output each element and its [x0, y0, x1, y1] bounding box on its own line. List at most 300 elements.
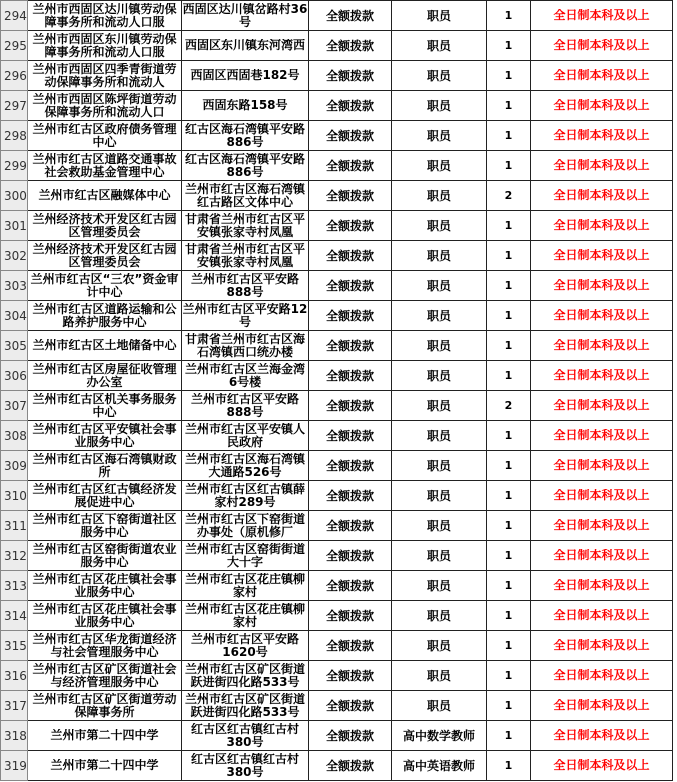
unit-name-cell-text: 兰州市红古区道路运输和公路养护服务中心 [32, 302, 177, 329]
table-row[interactable] [1, 721, 673, 751]
headcount-cell[interactable] [487, 211, 531, 241]
position-cell[interactable] [392, 361, 487, 391]
funding-type-cell[interactable] [309, 691, 392, 721]
headcount-cell-text: 1 [504, 489, 513, 502]
row-number-cell[interactable] [1, 91, 28, 121]
address-cell-text: 兰州市红古区花庄镇柳家村 [184, 602, 305, 629]
address-cell-text: 红古区海石湾镇平安路886号 [184, 152, 305, 179]
position-cell[interactable] [392, 61, 487, 91]
address-cell[interactable] [182, 451, 309, 481]
education-requirement-cell-text: 全日制本科及以上 [553, 189, 650, 202]
position-cell[interactable] [392, 691, 487, 721]
headcount-cell-text: 1 [504, 579, 513, 592]
unit-name-cell[interactable] [28, 391, 182, 421]
row-number-cell-text: 302 [4, 248, 27, 263]
unit-name-cell[interactable] [28, 181, 182, 211]
position-cell[interactable] [392, 91, 487, 121]
education-requirement-cell-text: 全日制本科及以上 [553, 69, 650, 82]
row-number-cell-text: 312 [4, 548, 27, 563]
table-row[interactable] [1, 91, 673, 121]
headcount-cell-text: 1 [504, 669, 513, 682]
address-cell[interactable] [182, 271, 309, 301]
position-cell-text: 职员 [426, 309, 451, 323]
position-cell-text: 职员 [426, 489, 451, 503]
position-cell[interactable] [392, 661, 487, 691]
position-cell[interactable] [392, 481, 487, 511]
address-cell[interactable] [182, 31, 309, 61]
education-requirement-cell[interactable] [531, 181, 673, 211]
unit-name-cell[interactable] [28, 241, 182, 271]
unit-name-cell-text: 兰州市红古区花庄镇社会事业服务中心 [32, 602, 177, 629]
row-number-cell[interactable] [1, 271, 28, 301]
position-cell-text: 职员 [426, 129, 451, 143]
unit-name-cell-text: 兰州市红古区政府债务管理中心 [32, 122, 177, 149]
education-requirement-cell-text: 全日制本科及以上 [553, 39, 650, 52]
headcount-cell-text: 1 [504, 639, 513, 652]
address-cell[interactable] [182, 331, 309, 361]
table-row[interactable] [1, 211, 673, 241]
table-row[interactable] [1, 661, 673, 691]
funding-type-cell-text: 全额拨款 [325, 9, 374, 23]
education-requirement-cell[interactable] [531, 481, 673, 511]
funding-type-cell[interactable] [309, 61, 392, 91]
headcount-cell-text: 1 [504, 69, 513, 82]
address-cell[interactable] [182, 601, 309, 631]
education-requirement-cell[interactable] [531, 751, 673, 781]
address-cell[interactable] [182, 391, 309, 421]
row-number-cell[interactable] [1, 211, 28, 241]
address-cell[interactable] [182, 61, 309, 91]
unit-name-cell-text: 兰州市红古区机关事务服务中心 [32, 392, 177, 419]
funding-type-cell-text: 全额拨款 [325, 39, 374, 53]
unit-name-cell[interactable] [28, 151, 182, 181]
address-cell[interactable] [182, 631, 309, 661]
headcount-cell-text: 1 [504, 279, 513, 292]
funding-type-cell[interactable] [309, 751, 392, 781]
address-cell[interactable] [182, 751, 309, 781]
row-number-cell-text: 294 [4, 8, 27, 23]
unit-name-cell-text: 兰州市西固区东川镇劳动保障事务所和流动人口服 [32, 32, 177, 59]
funding-type-cell[interactable] [309, 121, 392, 151]
row-number-cell[interactable] [1, 31, 28, 61]
headcount-cell[interactable] [487, 691, 531, 721]
education-requirement-cell-text: 全日制本科及以上 [553, 369, 650, 382]
headcount-cell[interactable] [487, 271, 531, 301]
funding-type-cell[interactable] [309, 631, 392, 661]
education-requirement-cell-text: 全日制本科及以上 [553, 459, 650, 472]
row-number-cell[interactable] [1, 301, 28, 331]
headcount-cell-text: 1 [504, 459, 513, 472]
table-row[interactable] [1, 181, 673, 211]
education-requirement-cell-text: 全日制本科及以上 [553, 579, 650, 592]
table-row[interactable] [1, 271, 673, 301]
position-cell[interactable] [392, 211, 487, 241]
table-row[interactable] [1, 691, 673, 721]
row-number-cell[interactable] [1, 571, 28, 601]
table-row[interactable] [1, 391, 673, 421]
address-cell[interactable] [182, 541, 309, 571]
address-cell[interactable] [182, 91, 309, 121]
row-number-cell-text: 300 [4, 188, 27, 203]
funding-type-cell-text: 全额拨款 [325, 609, 374, 623]
address-cell[interactable] [182, 511, 309, 541]
headcount-cell[interactable] [487, 61, 531, 91]
row-number-cell-text: 295 [4, 38, 27, 53]
address-cell[interactable] [182, 1, 309, 31]
headcount-cell-text: 1 [504, 339, 513, 352]
row-number-cell-text: 303 [4, 278, 27, 293]
unit-name-cell-text: 兰州市红古区融媒体中心 [38, 189, 171, 202]
unit-name-cell[interactable] [28, 361, 182, 391]
funding-type-cell[interactable] [309, 571, 392, 601]
education-requirement-cell-text: 全日制本科及以上 [553, 489, 650, 502]
education-requirement-cell[interactable] [531, 151, 673, 181]
education-requirement-cell[interactable] [531, 301, 673, 331]
education-requirement-cell[interactable] [531, 691, 673, 721]
unit-name-cell[interactable] [28, 481, 182, 511]
row-number-cell[interactable] [1, 361, 28, 391]
table-row[interactable] [1, 331, 673, 361]
position-cell-text: 职员 [426, 249, 451, 263]
table-row[interactable] [1, 31, 673, 61]
table-row[interactable] [1, 421, 673, 451]
row-number-cell[interactable] [1, 241, 28, 271]
address-cell[interactable] [182, 571, 309, 601]
headcount-cell[interactable] [487, 541, 531, 571]
table-row[interactable] [1, 511, 673, 541]
funding-type-cell[interactable] [309, 211, 392, 241]
table-row[interactable] [1, 601, 673, 631]
education-requirement-cell[interactable] [531, 91, 673, 121]
funding-type-cell[interactable] [309, 391, 392, 421]
address-cell-text: 兰州市红古区矿区街道跃进街四化路533号 [184, 662, 305, 689]
education-requirement-cell-text: 全日制本科及以上 [553, 129, 650, 142]
position-cell-text: 职员 [426, 549, 451, 563]
education-requirement-cell-text: 全日制本科及以上 [553, 729, 650, 742]
row-number-cell[interactable] [1, 1, 28, 31]
unit-name-cell[interactable] [28, 211, 182, 241]
address-cell[interactable] [182, 481, 309, 511]
address-cell[interactable] [182, 301, 309, 331]
table-row[interactable] [1, 481, 673, 511]
position-cell-text: 职员 [426, 39, 451, 53]
headcount-cell[interactable] [487, 31, 531, 61]
education-requirement-cell[interactable] [531, 121, 673, 151]
funding-type-cell[interactable] [309, 481, 392, 511]
unit-name-cell[interactable] [28, 121, 182, 151]
row-number-cell-text: 305 [4, 338, 27, 353]
unit-name-cell-text: 兰州市红古区道路交通事故社会救助基金管理中心 [32, 152, 177, 179]
position-cell-text: 职员 [426, 159, 451, 173]
headcount-cell[interactable] [487, 601, 531, 631]
unit-name-cell-text: 兰州市红古区窑街街道农业服务中心 [32, 542, 177, 569]
education-requirement-cell[interactable] [531, 631, 673, 661]
funding-type-cell-text: 全额拨款 [325, 279, 374, 293]
unit-name-cell[interactable] [28, 1, 182, 31]
row-number-cell[interactable] [1, 661, 28, 691]
headcount-cell[interactable] [487, 751, 531, 781]
unit-name-cell[interactable] [28, 661, 182, 691]
position-cell[interactable] [392, 541, 487, 571]
funding-type-cell[interactable] [309, 271, 392, 301]
funding-type-cell[interactable] [309, 421, 392, 451]
address-cell[interactable] [182, 661, 309, 691]
education-requirement-cell[interactable] [531, 61, 673, 91]
position-cell[interactable] [392, 331, 487, 361]
funding-type-cell-text: 全额拨款 [325, 489, 374, 503]
funding-type-cell[interactable] [309, 181, 392, 211]
funding-type-cell-text: 全额拨款 [325, 699, 374, 713]
education-requirement-cell[interactable] [531, 241, 673, 271]
address-cell-text: 兰州市红古区平安路1620号 [190, 632, 299, 659]
address-cell-text: 红古区红古镇红古村380号 [190, 722, 299, 749]
funding-type-cell[interactable] [309, 601, 392, 631]
unit-name-cell[interactable] [28, 721, 182, 751]
funding-type-cell[interactable] [309, 661, 392, 691]
row-number-cell[interactable] [1, 541, 28, 571]
education-requirement-cell-text: 全日制本科及以上 [553, 669, 650, 682]
funding-type-cell-text: 全额拨款 [325, 399, 374, 413]
position-cell[interactable] [392, 31, 487, 61]
position-cell[interactable] [392, 631, 487, 661]
row-number-cell[interactable] [1, 451, 28, 481]
headcount-cell-text: 1 [504, 549, 513, 562]
row-number-cell[interactable] [1, 181, 28, 211]
table-row[interactable] [1, 151, 673, 181]
address-cell[interactable] [182, 721, 309, 751]
headcount-cell-text: 1 [504, 429, 513, 442]
unit-name-cell-text: 兰州市红古区房屋征收管理办公室 [32, 362, 177, 389]
row-number-cell[interactable] [1, 391, 28, 421]
row-number-cell[interactable] [1, 631, 28, 661]
headcount-cell[interactable] [487, 1, 531, 31]
education-requirement-cell[interactable] [531, 31, 673, 61]
unit-name-cell[interactable] [28, 631, 182, 661]
unit-name-cell-text: 兰州市红古区土地储备中心 [32, 339, 177, 352]
address-cell-text: 兰州市红古区红古镇薛家村289号 [184, 482, 305, 509]
education-requirement-cell[interactable] [531, 571, 673, 601]
unit-name-cell[interactable] [28, 301, 182, 331]
unit-name-cell[interactable] [28, 31, 182, 61]
table-row[interactable] [1, 121, 673, 151]
headcount-cell[interactable] [487, 661, 531, 691]
position-cell[interactable] [392, 391, 487, 421]
row-number-cell-text: 315 [4, 638, 27, 653]
education-requirement-cell-text: 全日制本科及以上 [553, 759, 650, 772]
funding-type-cell[interactable] [309, 361, 392, 391]
position-cell[interactable] [392, 571, 487, 601]
table-row[interactable] [1, 61, 673, 91]
headcount-cell[interactable] [487, 121, 531, 151]
headcount-cell-text: 1 [504, 609, 513, 622]
address-cell[interactable] [182, 181, 309, 211]
address-cell-text: 兰州市红古区平安镇人民政府 [184, 422, 305, 449]
funding-type-cell-text: 全额拨款 [325, 99, 374, 113]
headcount-cell[interactable] [487, 91, 531, 121]
funding-type-cell-text: 全额拨款 [325, 429, 374, 443]
address-cell[interactable] [182, 121, 309, 151]
education-requirement-cell[interactable] [531, 331, 673, 361]
row-number-cell[interactable] [1, 511, 28, 541]
unit-name-cell[interactable] [28, 271, 182, 301]
table-row[interactable] [1, 541, 673, 571]
table-row[interactable] [1, 451, 673, 481]
headcount-cell[interactable] [487, 361, 531, 391]
education-requirement-cell[interactable] [531, 451, 673, 481]
address-cell-text: 西固区西固巷182号 [190, 69, 300, 82]
position-cell[interactable] [392, 421, 487, 451]
row-number-cell-text: 314 [4, 608, 27, 623]
address-cell[interactable] [182, 421, 309, 451]
table-row[interactable] [1, 241, 673, 271]
headcount-cell[interactable] [487, 151, 531, 181]
position-cell-text: 职员 [426, 519, 451, 533]
row-number-cell-text: 311 [4, 518, 27, 533]
funding-type-cell[interactable] [309, 301, 392, 331]
table-row[interactable] [1, 751, 673, 781]
headcount-cell[interactable] [487, 391, 531, 421]
row-number-cell[interactable] [1, 751, 28, 781]
headcount-cell[interactable] [487, 721, 531, 751]
headcount-cell[interactable] [487, 571, 531, 601]
address-cell-text: 红古区红古镇红古村380号 [190, 752, 299, 779]
unit-name-cell-text: 兰州市西固区陈坪街道劳动保障事务所和流动人口 [32, 92, 177, 119]
unit-name-cell-text: 兰州市红古区平安镇社会事业服务中心 [32, 422, 177, 449]
education-requirement-cell[interactable] [531, 211, 673, 241]
unit-name-cell[interactable] [28, 571, 182, 601]
funding-type-cell[interactable] [309, 451, 392, 481]
address-cell[interactable] [182, 151, 309, 181]
position-cell[interactable] [392, 511, 487, 541]
unit-name-cell[interactable] [28, 91, 182, 121]
position-cell-text: 高中英语教师 [402, 759, 475, 773]
row-number-cell[interactable] [1, 691, 28, 721]
unit-name-cell[interactable] [28, 691, 182, 721]
address-cell-text: 甘肃省兰州市红古区平安镇张家寺村凤凰 [184, 212, 305, 239]
position-cell[interactable] [392, 271, 487, 301]
funding-type-cell[interactable] [309, 541, 392, 571]
education-requirement-cell[interactable] [531, 721, 673, 751]
education-requirement-cell[interactable] [531, 421, 673, 451]
headcount-cell[interactable] [487, 631, 531, 661]
headcount-cell[interactable] [487, 181, 531, 211]
funding-type-cell-text: 全额拨款 [325, 339, 374, 353]
education-requirement-cell-text: 全日制本科及以上 [553, 279, 650, 292]
position-cell[interactable] [392, 301, 487, 331]
row-number-cell[interactable] [1, 151, 28, 181]
row-number-cell-text: 306 [4, 368, 27, 383]
table-row[interactable] [1, 301, 673, 331]
education-requirement-cell-text: 全日制本科及以上 [553, 219, 650, 232]
address-cell-text: 兰州市红古区海石湾镇红古路区文体中心 [184, 182, 305, 209]
position-cell[interactable] [392, 241, 487, 271]
address-cell[interactable] [182, 241, 309, 271]
funding-type-cell[interactable] [309, 241, 392, 271]
funding-type-cell[interactable] [309, 151, 392, 181]
headcount-cell[interactable] [487, 451, 531, 481]
funding-type-cell[interactable] [309, 511, 392, 541]
unit-name-cell[interactable] [28, 511, 182, 541]
position-cell[interactable] [392, 451, 487, 481]
education-requirement-cell[interactable] [531, 361, 673, 391]
unit-name-cell[interactable] [28, 421, 182, 451]
unit-name-cell[interactable] [28, 451, 182, 481]
education-requirement-cell[interactable] [531, 511, 673, 541]
unit-name-cell[interactable] [28, 541, 182, 571]
address-cell-text: 甘肃省兰州市红古区海石湾镇西口统办楼 [184, 332, 305, 359]
headcount-cell[interactable] [487, 511, 531, 541]
address-cell-text: 兰州市红古区兰海金湾6号楼 [184, 362, 305, 389]
funding-type-cell[interactable] [309, 91, 392, 121]
education-requirement-cell[interactable] [531, 601, 673, 631]
funding-type-cell[interactable] [309, 331, 392, 361]
headcount-cell[interactable] [487, 331, 531, 361]
address-cell[interactable] [182, 691, 309, 721]
position-cell[interactable] [392, 601, 487, 631]
row-number-cell[interactable] [1, 331, 28, 361]
row-number-cell-text: 308 [4, 428, 27, 443]
row-number-cell[interactable] [1, 61, 28, 91]
address-cell-text: 兰州市红古区花庄镇柳家村 [184, 572, 305, 599]
headcount-cell[interactable] [487, 421, 531, 451]
table-row[interactable] [1, 1, 673, 31]
unit-name-cell[interactable] [28, 331, 182, 361]
row-number-cell[interactable] [1, 721, 28, 751]
headcount-cell[interactable] [487, 301, 531, 331]
row-number-cell[interactable] [1, 421, 28, 451]
position-cell[interactable] [392, 751, 487, 781]
education-requirement-cell[interactable] [531, 661, 673, 691]
row-number-cell-text: 298 [4, 128, 27, 143]
position-cell[interactable] [392, 121, 487, 151]
education-requirement-cell-text: 全日制本科及以上 [553, 519, 650, 532]
address-cell[interactable] [182, 211, 309, 241]
position-cell[interactable] [392, 721, 487, 751]
education-requirement-cell[interactable] [531, 1, 673, 31]
funding-type-cell[interactable] [309, 31, 392, 61]
education-requirement-cell-text: 全日制本科及以上 [553, 609, 650, 622]
row-number-cell[interactable] [1, 121, 28, 151]
position-cell[interactable] [392, 151, 487, 181]
funding-type-cell[interactable] [309, 1, 392, 31]
unit-name-cell[interactable] [28, 61, 182, 91]
row-number-cell[interactable] [1, 481, 28, 511]
position-cell-text: 职员 [426, 399, 451, 413]
funding-type-cell-text: 全额拨款 [325, 459, 374, 473]
unit-name-cell[interactable] [28, 751, 182, 781]
education-requirement-cell[interactable] [531, 541, 673, 571]
position-cell[interactable] [392, 1, 487, 31]
table-row[interactable] [1, 631, 673, 661]
table-row[interactable] [1, 361, 673, 391]
education-requirement-cell-text: 全日制本科及以上 [553, 99, 650, 112]
headcount-cell[interactable] [487, 481, 531, 511]
position-cell[interactable] [392, 181, 487, 211]
funding-type-cell-text: 全额拨款 [325, 369, 374, 383]
funding-type-cell-text: 全额拨款 [325, 669, 374, 683]
funding-type-cell[interactable] [309, 721, 392, 751]
table-row[interactable] [1, 571, 673, 601]
address-cell[interactable] [182, 361, 309, 391]
education-requirement-cell[interactable] [531, 271, 673, 301]
headcount-cell-text: 2 [504, 189, 513, 202]
unit-name-cell[interactable] [28, 601, 182, 631]
row-number-cell-text: 297 [4, 98, 27, 113]
education-requirement-cell[interactable] [531, 391, 673, 421]
education-requirement-cell-text: 全日制本科及以上 [553, 399, 650, 412]
row-number-cell[interactable] [1, 601, 28, 631]
headcount-cell[interactable] [487, 241, 531, 271]
